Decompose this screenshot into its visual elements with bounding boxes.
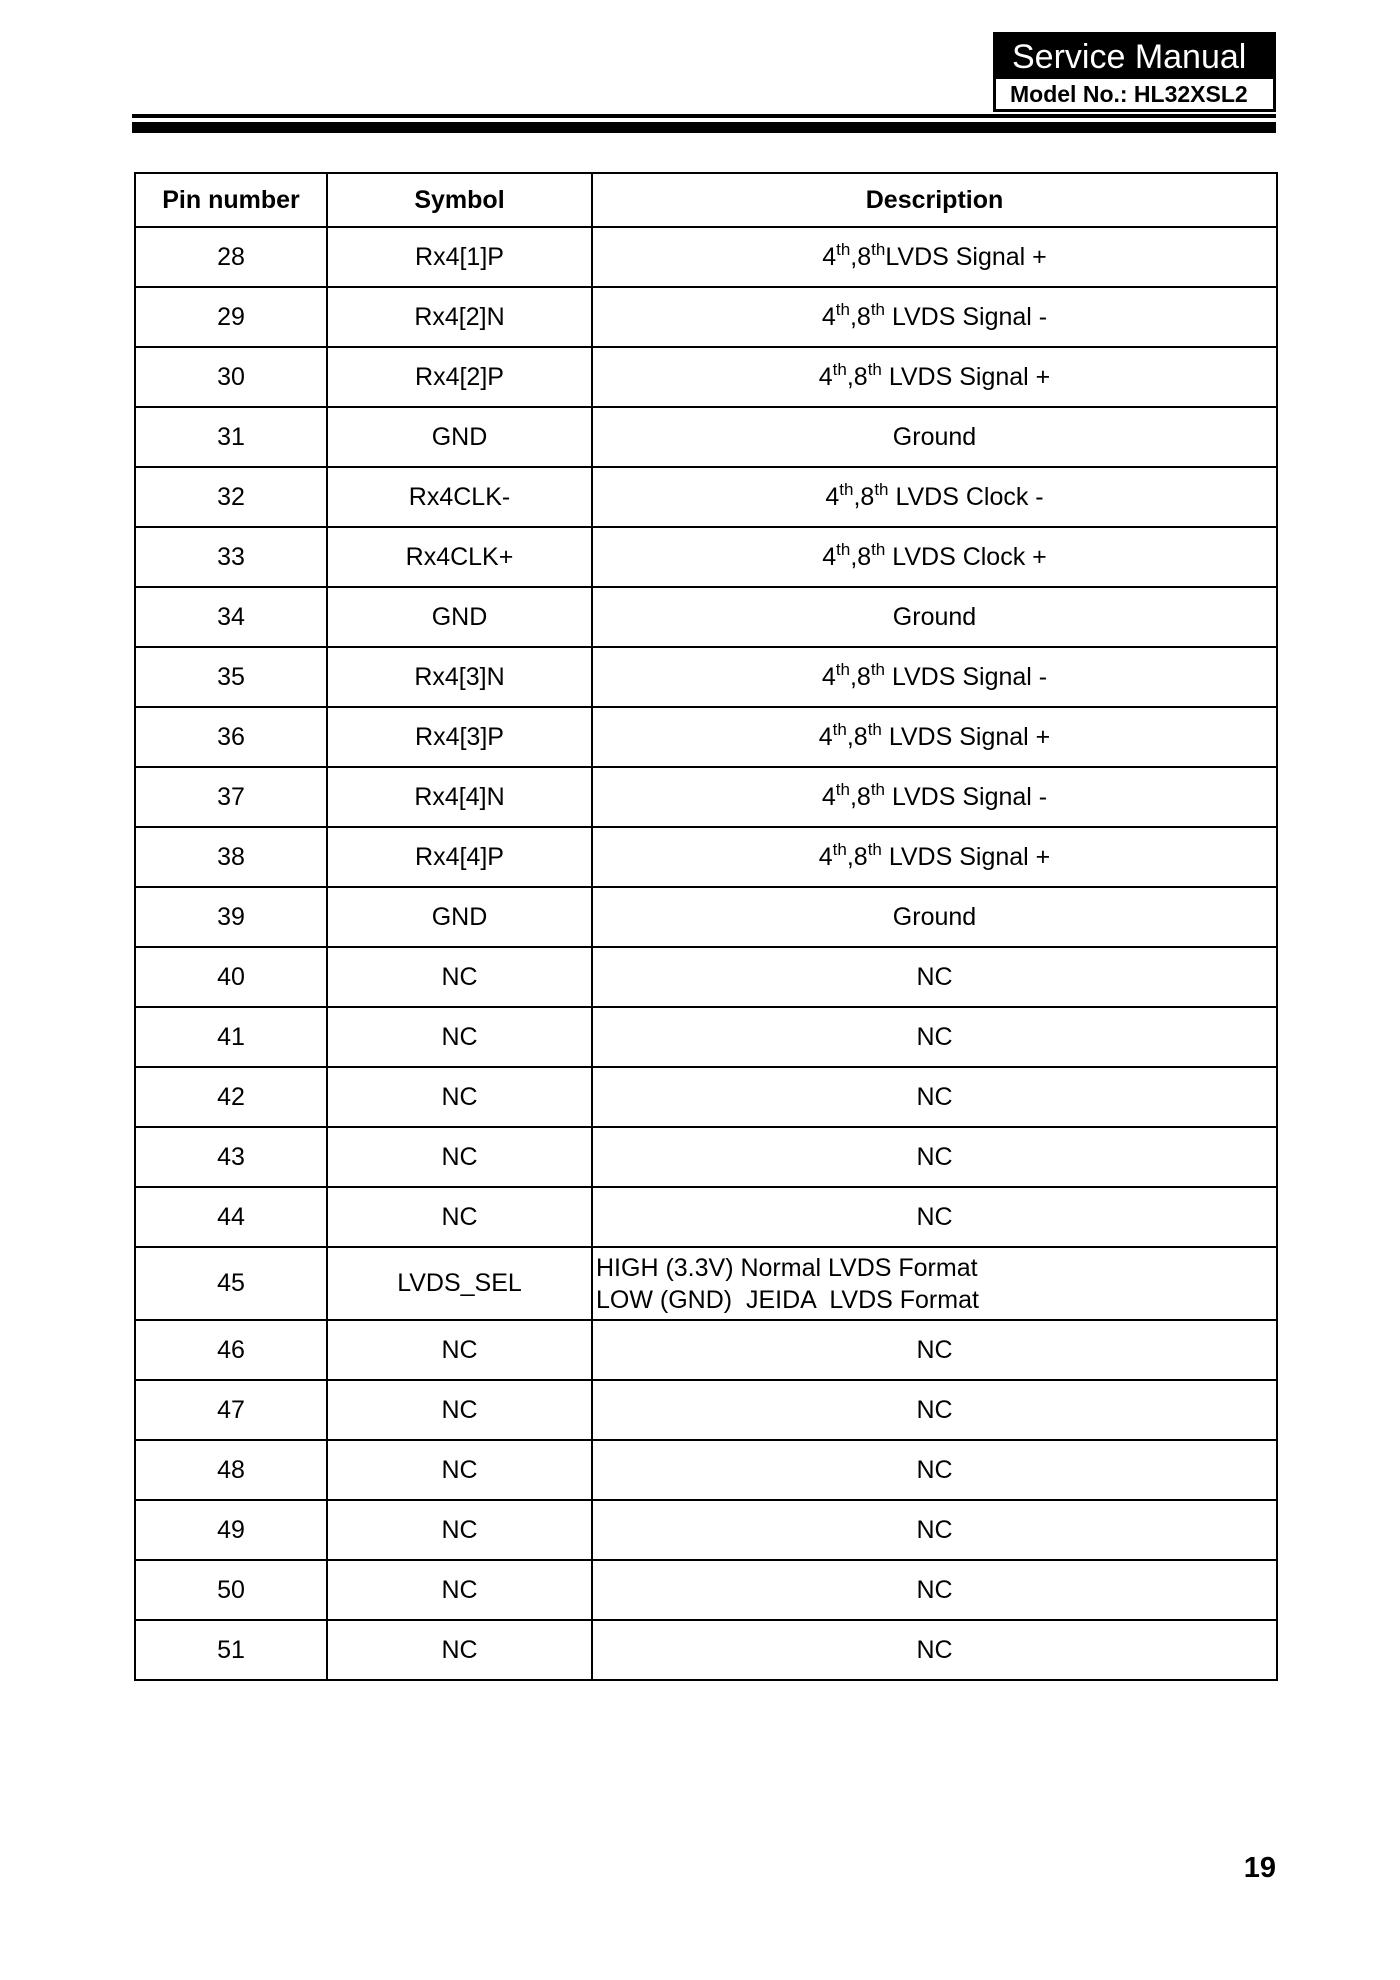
description-cell <box>592 767 1277 827</box>
channel-number: ,8 <box>853 482 875 511</box>
table-row <box>135 467 1277 527</box>
signal-name: LVDS Signal - <box>885 782 1048 811</box>
symbol-cell: Rx4[3]N <box>327 647 592 707</box>
symbol-cell: NC <box>327 947 592 1007</box>
symbol-cell: NC <box>327 1067 592 1127</box>
description-cell: Ground <box>592 887 1277 947</box>
pin-number-cell: 41 <box>135 1007 327 1067</box>
channel-number: ,8 <box>850 242 872 271</box>
channel-number: 4 <box>818 362 833 391</box>
description-cell: NC <box>592 1380 1277 1440</box>
column-header-symbol: Symbol <box>327 173 592 227</box>
ordinal-suffix: th <box>832 719 847 739</box>
channel-number: ,8 <box>849 302 871 331</box>
ordinal-suffix: th <box>871 539 886 559</box>
ordinal-suffix: th <box>870 299 886 319</box>
description-cell: NC <box>592 1440 1277 1500</box>
description-cell <box>592 467 1277 527</box>
pin-number-cell: 38 <box>135 827 327 887</box>
symbol-cell: Rx4[4]P <box>327 827 592 887</box>
pin-number-cell: 46 <box>135 1320 327 1380</box>
channel-number: 4 <box>825 482 840 511</box>
description-cell: NC <box>592 1067 1277 1127</box>
table-row <box>135 827 1277 887</box>
page-number: 19 <box>1243 1852 1276 1884</box>
symbol-cell: Rx4CLK- <box>327 467 592 527</box>
ordinal-suffix: th <box>835 299 850 319</box>
signal-name: LVDS Signal - <box>885 662 1048 691</box>
table-row <box>135 1380 1277 1440</box>
signal-name: LVDS Signal + <box>881 722 1051 751</box>
ordinal-suffix: th <box>835 659 850 679</box>
pin-number-cell: 29 <box>135 287 327 347</box>
pin-number-cell: 50 <box>135 1560 327 1620</box>
ordinal-suffix: th <box>832 839 847 859</box>
description-cell: NC <box>592 1320 1277 1380</box>
service-manual-header <box>993 32 1276 112</box>
table-row <box>135 407 1277 467</box>
table-header-row <box>135 173 1277 227</box>
symbol-cell: GND <box>327 407 592 467</box>
table-row <box>135 1620 1277 1680</box>
column-header-description: Description <box>592 173 1277 227</box>
pin-number-cell: 51 <box>135 1620 327 1680</box>
pin-number-cell: 43 <box>135 1127 327 1187</box>
channel-number: 4 <box>821 782 836 811</box>
symbol-cell: GND <box>327 587 592 647</box>
symbol-cell: NC <box>327 1620 592 1680</box>
ordinal-suffix: th <box>832 359 847 379</box>
pin-number-cell: 33 <box>135 527 327 587</box>
description-cell: NC <box>592 1187 1277 1247</box>
signal-name: LVDS Signal + <box>885 242 1047 271</box>
pin-number-cell: 44 <box>135 1187 327 1247</box>
table-row <box>135 707 1277 767</box>
pin-number-cell: 32 <box>135 467 327 527</box>
table-row <box>135 287 1277 347</box>
pin-number-cell: 49 <box>135 1500 327 1560</box>
symbol-cell: Rx4CLK+ <box>327 527 592 587</box>
description-cell: NC <box>592 1127 1277 1187</box>
table-row <box>135 947 1277 1007</box>
description-cell: NC <box>592 1007 1277 1067</box>
description-cell: Ground <box>592 407 1277 467</box>
signal-name: LVDS Clock - <box>888 482 1044 511</box>
ordinal-suffix: th <box>870 659 886 679</box>
table-row <box>135 1067 1277 1127</box>
ordinal-suffix: th <box>871 239 886 259</box>
table-row <box>135 1560 1277 1620</box>
symbol-cell: Rx4[2]P <box>327 347 592 407</box>
table-row <box>135 1247 1277 1320</box>
description-line: HIGH (3.3V) Normal LVDS Format <box>596 1253 978 1282</box>
pin-number-cell: 30 <box>135 347 327 407</box>
table-row <box>135 1500 1277 1560</box>
pin-number-cell: 28 <box>135 227 327 287</box>
symbol-cell: NC <box>327 1320 592 1380</box>
channel-number: 4 <box>821 302 836 331</box>
channel-number: 4 <box>818 842 833 871</box>
ordinal-suffix: th <box>874 479 889 499</box>
description-cell <box>592 287 1277 347</box>
pin-number-cell: 31 <box>135 407 327 467</box>
description-cell <box>592 347 1277 407</box>
table-row <box>135 527 1277 587</box>
model-number: Model No.: HL32XSL2 <box>996 79 1273 109</box>
description-cell <box>592 707 1277 767</box>
ordinal-suffix: th <box>867 719 882 739</box>
pin-number-cell: 48 <box>135 1440 327 1500</box>
header-title: Service Manual <box>996 35 1273 79</box>
ordinal-suffix: th <box>870 779 886 799</box>
symbol-cell: NC <box>327 1380 592 1440</box>
pin-number-cell: 42 <box>135 1067 327 1127</box>
description-cell: NC <box>592 947 1277 1007</box>
symbol-cell: Rx4[1]P <box>327 227 592 287</box>
symbol-cell: LVDS_SEL <box>327 1247 592 1320</box>
symbol-cell: NC <box>327 1127 592 1187</box>
description-cell <box>592 827 1277 887</box>
pin-number-cell: 45 <box>135 1247 327 1320</box>
channel-number: ,8 <box>849 662 871 691</box>
description-line: LOW (GND) JEIDA LVDS Format <box>596 1285 979 1314</box>
channel-number: ,8 <box>849 782 871 811</box>
signal-name: LVDS Signal - <box>885 302 1048 331</box>
channel-number: ,8 <box>846 842 868 871</box>
description-cell: NC <box>592 1620 1277 1680</box>
pin-number-cell: 40 <box>135 947 327 1007</box>
table-row <box>135 1127 1277 1187</box>
table-row <box>135 1007 1277 1067</box>
symbol-cell: NC <box>327 1500 592 1560</box>
pin-assignment-table <box>134 172 1278 1681</box>
channel-number: 4 <box>822 542 837 571</box>
table-row <box>135 1187 1277 1247</box>
ordinal-suffix: th <box>835 779 850 799</box>
pin-number-cell: 47 <box>135 1380 327 1440</box>
description-cell <box>592 1247 1277 1320</box>
symbol-cell: Rx4[2]N <box>327 287 592 347</box>
table-row <box>135 227 1277 287</box>
ordinal-suffix: th <box>839 479 854 499</box>
table-row <box>135 647 1277 707</box>
channel-number: 4 <box>818 722 833 751</box>
pin-number-cell: 35 <box>135 647 327 707</box>
pin-number-cell: 34 <box>135 587 327 647</box>
channel-number: ,8 <box>846 722 868 751</box>
ordinal-suffix: th <box>867 359 882 379</box>
channel-number: 4 <box>821 662 836 691</box>
description-cell <box>592 527 1277 587</box>
description-cell <box>592 227 1277 287</box>
channel-number: ,8 <box>850 542 872 571</box>
signal-name: LVDS Clock + <box>885 542 1047 571</box>
header-rule-thick <box>132 122 1276 133</box>
symbol-cell: GND <box>327 887 592 947</box>
table-row <box>135 347 1277 407</box>
signal-name: LVDS Signal + <box>881 842 1051 871</box>
column-header-pin-number: Pin number <box>135 173 327 227</box>
table-row <box>135 1440 1277 1500</box>
channel-number: 4 <box>822 242 837 271</box>
ordinal-suffix: th <box>836 539 851 559</box>
table-row <box>135 1320 1277 1380</box>
symbol-cell: NC <box>327 1560 592 1620</box>
symbol-cell: NC <box>327 1440 592 1500</box>
symbol-cell: Rx4[3]P <box>327 707 592 767</box>
table-row <box>135 767 1277 827</box>
symbol-cell: NC <box>327 1187 592 1247</box>
description-cell: Ground <box>592 587 1277 647</box>
pin-number-cell: 36 <box>135 707 327 767</box>
ordinal-suffix: th <box>867 839 882 859</box>
table-row <box>135 587 1277 647</box>
signal-name: LVDS Signal + <box>881 362 1051 391</box>
description-cell: NC <box>592 1560 1277 1620</box>
symbol-cell: Rx4[4]N <box>327 767 592 827</box>
description-cell <box>592 647 1277 707</box>
symbol-cell: NC <box>327 1007 592 1067</box>
pin-number-cell: 39 <box>135 887 327 947</box>
header-rule-thin <box>132 114 1276 118</box>
pin-number-cell: 37 <box>135 767 327 827</box>
table-row <box>135 887 1277 947</box>
ordinal-suffix: th <box>836 239 851 259</box>
channel-number: ,8 <box>846 362 868 391</box>
description-cell: NC <box>592 1500 1277 1560</box>
